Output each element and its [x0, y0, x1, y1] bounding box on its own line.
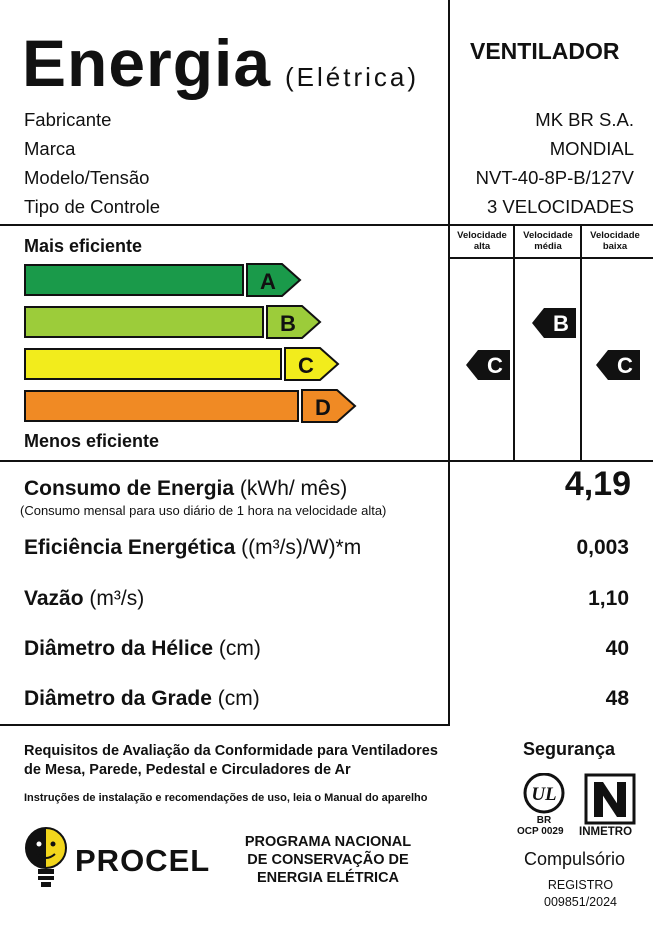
controle-value: 3 VELOCIDADES	[486, 196, 634, 217]
consumo-value: 4,19	[564, 465, 631, 503]
speed-header-baixa	[584, 231, 646, 253]
modelo-value: NVT-40-8P-B/127V	[475, 167, 634, 188]
consumo-row-label	[24, 477, 347, 501]
consumo-unit: (kWh/ mês)	[239, 477, 348, 500]
grade-label: Diâmetro da Grade	[24, 687, 212, 710]
efficiency-bar-c	[24, 348, 282, 380]
efficiency-bar-d	[24, 390, 299, 422]
efficiency-bar-b	[24, 306, 264, 338]
rating-letter-baixa: C	[617, 353, 633, 378]
efficiency-arrow-d	[301, 389, 357, 423]
speed-header-alta	[451, 231, 513, 253]
programa-text	[228, 833, 428, 887]
speed-header-media	[517, 231, 579, 253]
modelo-label: Modelo/Tensão	[24, 167, 150, 188]
helice-row-label	[24, 637, 261, 661]
inmetro-text: INMETRO	[579, 826, 633, 838]
ul-mark-text: UL	[531, 784, 557, 805]
speed-header-baixa-line1: Velocidade	[590, 230, 640, 241]
speed-col-divider-2	[580, 224, 582, 462]
programa-line1: PROGRAMA NACIONAL	[244, 834, 412, 850]
efficiency-letter-c: C	[298, 353, 314, 378]
rating-letter-alta: C	[487, 353, 503, 378]
vazao-value: 1,10	[588, 587, 629, 610]
speed-header-baixa-line2: baixa	[602, 240, 628, 252]
procel-bulb-icon	[22, 826, 72, 892]
label-right-border	[448, 224, 450, 724]
compulsorio-text: Compulsório	[524, 849, 626, 869]
eficiencia-label: Eficiência Energética	[24, 536, 236, 559]
eficiencia-unit: ((m³/s)/W)*m	[241, 536, 362, 559]
programa-line2: DE CONSERVAÇÃO DE	[247, 852, 409, 869]
product-type: VENTILADOR	[470, 38, 620, 64]
speed-col-divider-1	[513, 224, 515, 462]
helice-value: 40	[605, 637, 629, 660]
most-efficient-label: Mais eficiente	[24, 236, 143, 256]
efficiency-arrow-a	[246, 263, 302, 297]
header-divider	[448, 0, 450, 227]
speed-header-media-line1: Velocidade	[523, 230, 573, 241]
metrics-bottom-rule	[0, 724, 450, 726]
rating-letter-media: B	[553, 311, 569, 336]
grade-row-label	[24, 687, 260, 711]
seguranca-title: Segurança	[523, 739, 616, 759]
marca-value: MONDIAL	[549, 138, 634, 159]
ul-br-text: BR	[536, 815, 552, 826]
info-bottom-rule	[0, 224, 653, 226]
efficiency-letter-b: B	[280, 311, 296, 336]
speed-header-rule	[448, 257, 653, 259]
helice-unit: (cm)	[218, 637, 261, 660]
vazao-row-label	[24, 587, 144, 611]
least-efficient-label: Menos eficiente	[24, 431, 160, 451]
rating-arrow-baixa	[596, 350, 640, 380]
requisitos-line1: Requisitos de Avaliação da Conformidade para Ventiladores	[24, 743, 438, 759]
ocp-code: OCP 0029	[517, 826, 564, 837]
consumo-note: (Consumo mensal para uso diário de 1 hora na velocidade alta)	[20, 503, 387, 518]
efficiency-bottom-rule	[0, 460, 653, 462]
registro-label: REGISTRO	[547, 878, 614, 892]
grade-value: 48	[605, 687, 629, 710]
helice-label: Diâmetro da Hélice	[24, 637, 214, 660]
rating-arrow-alta	[466, 350, 510, 380]
label-title: Energia	[22, 26, 272, 100]
programa-line3: ENERGIA ELÉTRICA	[256, 870, 400, 887]
speed-header-alta-line1: Velocidade	[457, 230, 507, 241]
instrucoes-text: Instruções de instalação e recomendações de uso, leia o Manual do aparelho	[24, 792, 428, 804]
efficiency-letter-d: D	[315, 395, 331, 420]
vazao-label: Vazão	[24, 587, 84, 610]
grade-unit: (cm)	[217, 687, 260, 710]
requisitos-text	[24, 742, 438, 780]
controle-label: Tipo de Controle	[24, 196, 161, 217]
efficiency-letter-a: A	[260, 269, 276, 294]
vazao-unit: (m³/s)	[89, 587, 145, 610]
inmetro-logo-icon	[584, 773, 636, 825]
procel-logo-text: PROCEL	[75, 843, 211, 878]
eficiencia-value: 0,003	[576, 536, 629, 559]
rating-arrow-media	[532, 308, 576, 338]
registro-block	[544, 877, 617, 911]
consumo-label: Consumo de Energia	[24, 477, 235, 500]
label-subtitle: (Elétrica)	[285, 62, 420, 92]
fabricante-label: Fabricante	[24, 109, 112, 130]
fabricante-value: MK BR S.A.	[535, 109, 634, 130]
marca-label: Marca	[24, 138, 76, 159]
speed-header-alta-line2: alta	[473, 240, 491, 252]
efficiency-bar-a	[24, 264, 244, 296]
registro-number: 009851/2024	[544, 894, 617, 909]
efficiency-arrow-c	[284, 347, 340, 381]
efficiency-arrow-b	[266, 305, 322, 339]
eficiencia-row-label	[24, 536, 361, 560]
requisitos-line2: de Mesa, Parede, Pedestal e Circuladores de Ar	[24, 761, 351, 778]
speed-header-media-line2: média	[534, 240, 562, 252]
